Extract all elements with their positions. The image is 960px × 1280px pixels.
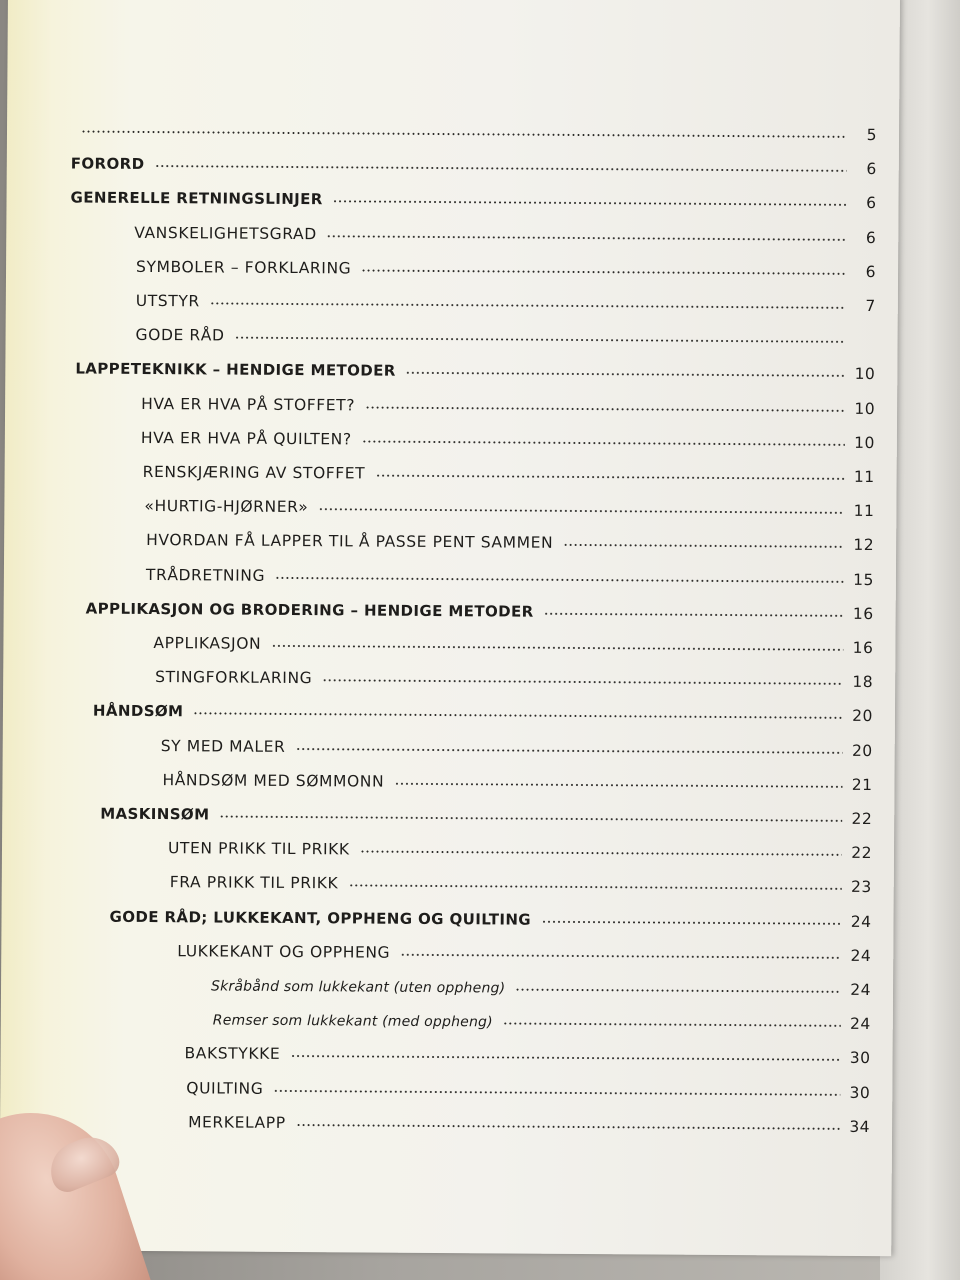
toc-entry-page-number: 20 [852,707,874,726]
toc-entry-page-number: 18 [852,673,874,692]
toc-entry-page-number: 30 [849,1083,871,1102]
toc-entry-title: QUILTING [186,1078,264,1098]
dot-leader [375,475,844,480]
dot-leader [275,576,844,582]
dot-leader [348,885,841,890]
dot-leader [563,544,844,548]
toc-entry-page-number: 10 [854,399,876,418]
dot-leader [296,1124,840,1130]
toc-entry [185,1037,871,1068]
dot-leader [271,645,843,651]
dot-leader [365,406,845,411]
dot-leader [210,302,846,308]
dot-leader [361,269,846,274]
toc-entry-title: LUKKEKANT OG OPPHENG [177,942,391,962]
toc-entry-page-number: 11 [853,467,875,487]
toc-entry-page-number: 24 [850,946,872,965]
toc-entry-title: TRÅDRETNING [145,565,266,585]
toc-entry [71,112,877,144]
toc-entry [162,763,872,794]
toc-entry [177,934,871,965]
dot-leader [81,131,847,138]
toc-entry-page-number: 20 [851,741,873,760]
dot-leader [360,851,842,856]
toc-entry-page-number: 22 [851,809,873,829]
dot-leader [154,165,846,172]
toc-entry [100,797,872,828]
toc-entry-title: UTSTYR [135,291,200,311]
toc-entry-page-number: 6 [866,160,877,179]
toc-entry-title: RENSKJÆRING AV STOFFET [142,462,366,483]
toc-entry [141,387,875,418]
toc-entry-title: LAPPETEKNIKK – HENDIGE METODER [75,359,396,381]
toc-entry [134,215,876,246]
toc-entry-title: FORORD [70,154,145,174]
toc-entry-title: GODE RÅD; LUKKEKANT, OPPHENG OG QUILTING [109,907,532,929]
toc-entry-title: HVA ER HVA PÅ STOFFET? [141,394,356,415]
dot-leader [541,920,842,924]
dot-leader [333,201,847,207]
toc-entry-page-number: 5 [866,125,878,145]
dot-leader [235,337,846,343]
toc-entry [213,1003,871,1034]
toc-entry [70,181,876,213]
dot-leader [193,713,843,720]
dot-leader [318,508,844,514]
toc-entry-title: MERKELAPP [188,1113,286,1132]
toc-entry-page-number: 16 [852,638,874,658]
toc-entry-page-number: 10 [854,365,876,384]
toc-entry-page-number: 24 [850,980,872,1000]
toc-entry-title: GODE RÅD [135,326,225,345]
toc-entry-title: APPLIKASJON OG BRODERING – HENDIGE METODER [85,599,534,621]
toc-entry-title: «HURTIG-HJØRNER» [144,497,309,517]
toc-entry [136,318,876,349]
toc-entry-page-number: 24 [850,1015,871,1034]
toc-entry-page-number: 10 [854,433,875,452]
dot-leader [290,1055,840,1061]
toc-entry [155,660,873,691]
toc-entry-page-number: 15 [853,570,874,589]
toc-entry-title: APPLIKASJON [153,634,262,653]
dot-leader [406,372,846,377]
toc-entry-title: MASKINSØM [100,804,210,824]
toc-entry [168,831,872,862]
toc-entry-page-number: 12 [853,536,875,555]
toc-entry-title: Remser som lukkekant (med oppheng) [212,1012,493,1031]
toc-entry-title: GENERELLE RETNINGSLINJER [70,188,323,209]
toc-entry [153,626,873,657]
toc-entry-page-number: 23 [850,878,872,897]
dot-leader [362,440,845,445]
toc-entry-title: HÅNDSØM MED SØMMONN [162,770,385,791]
toc-entry [211,968,871,999]
dot-leader [273,1089,840,1095]
toc-entry-title: FRA PRIKK TIL PRIKK [169,873,339,893]
toc-entry-page-number: 11 [853,502,875,521]
toc-entry [93,694,873,725]
toc-entry-title: SY MED MALER [160,736,286,756]
toc-entry [146,558,874,589]
dot-leader [503,1023,841,1027]
dot-leader [219,815,842,821]
toc-entry-page-number: 16 [852,604,874,623]
toc-entry [141,421,875,452]
dot-leader [327,235,847,241]
toc-entry-title: Skråbånd som lukkekant (uten oppheng) [210,978,506,997]
toc-entry [136,284,876,315]
toc-entry [188,1105,870,1136]
dot-leader [322,679,843,685]
toc-entry [86,591,874,623]
dot-leader [400,954,841,959]
toc-entry-title: UTEN PRIKK TIL PRIKK [167,839,350,859]
dot-leader [295,748,842,754]
toc-entry [186,1071,870,1102]
toc-entry-title: BAKSTYKKE [184,1044,281,1064]
toc-entry-page-number: 7 [865,296,876,316]
toc-entry-title: HÅNDSØM [92,702,184,721]
toc-entry-page-number: 24 [850,912,872,931]
toc-entry-page-number: 6 [865,228,877,247]
toc-entry-page-number: 6 [865,262,877,281]
toc-entry-title: STINGFORKLARING [155,668,313,688]
toc-entry-page-number: 22 [851,844,873,863]
toc-entry [146,523,874,554]
toc-entry [75,352,875,384]
dot-leader [394,783,842,788]
toc-entry-title: HVORDAN FÅ LAPPER TIL Å PASSE PENT SAMMEN [146,531,554,553]
toc-entry [143,455,875,486]
toc-entry [71,147,877,179]
toc-entry-page-number: 21 [851,775,873,794]
toc-entry-title: VANSKELIGHETSGRAD [134,223,317,243]
toc-entry [109,899,871,930]
toc-entry-page-number: 6 [866,194,877,213]
dot-leader [544,613,844,617]
toc-entry [161,729,873,760]
toc-entry-page-number: 34 [849,1117,871,1136]
toc-entry [144,489,874,520]
toc-entry [136,250,876,281]
toc-entry-title: HVA ER HVA PÅ QUILTEN? [140,428,352,449]
toc-entry-title: SYMBOLER – FORKLARING [136,257,352,278]
toc-entry-page-number: 30 [849,1049,871,1068]
dot-leader [515,989,841,993]
toc-entry [170,866,872,897]
